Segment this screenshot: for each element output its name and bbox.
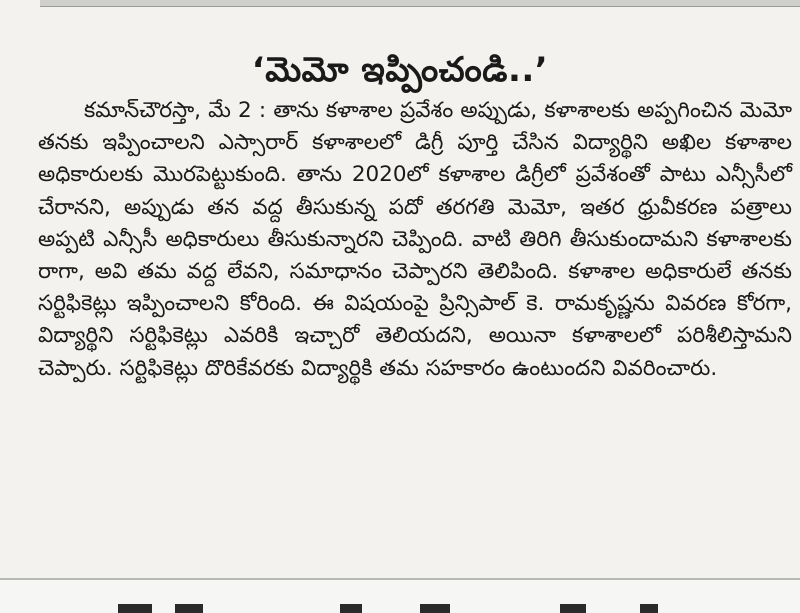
article-body: కమాన్‌చౌరస్తా, మే 2 : తాను కళాశాల ప్రవేశం అప్పుడు, కళాశాలకు అప్పగించిన మెమో తనకు ఇప్పించాలని ఎస్సారార్ కళాశాలలో డిగ్రీ పూర్తి చేసిన విద్యార్థిని అఖిల కళాశాల అధికారులకు మొరపెట్టుకుంది. తాను 2020లో కళాశాల డిగ్రీలో ప్రవేశంతో పాటు ఎన్సీసీలో చేరానని, అప్పుడు తన వద్ద తీసుకున్న పదో తరగతి మెమో, ఇతర ధ్రువీకరణ పత్రాలు అప్పటి ఎన్సీసీ అధికారులు తీసుకున్నారని చెప్పింది. వాటి తిరిగి తీసుకుందామని కళాశాలకు రాగా, అవి తమ వద్ద లేవని, సమాధానం చెప్పారని తెలిపింది. కళాశాల అధికారులే తనకు సర్టిఫికెట్లు ఇప్పించాలని కోరింది. ఈ విషయంపై ప్రిన్సిపాల్ కె. రామకృష్ణను వివరణ కోరగా, విద్యార్థిని సర్టిఫికెట్లు ఎవరికి ఇచ్చారో తెలియదని, అయినా కళాశాలలో పరిశీలిస్తామని చెప్పారు. సర్టిఫికెట్లు దొరికేవరకు విద్యార్థికి తమ సహకారం ఉంటుందని వివరించారు. bbox=[38, 98, 792, 381]
next-headline-fragment bbox=[420, 604, 450, 613]
next-headline-fragment bbox=[175, 604, 203, 613]
next-headline-fragment bbox=[118, 604, 152, 613]
top-border-line bbox=[40, 6, 800, 7]
next-headline-fragment bbox=[340, 604, 362, 613]
next-headline-fragment bbox=[640, 604, 658, 613]
next-headline-fragment bbox=[560, 604, 586, 613]
article-headline: ‘మెమో ఇప్పించండి..’ bbox=[251, 49, 549, 90]
